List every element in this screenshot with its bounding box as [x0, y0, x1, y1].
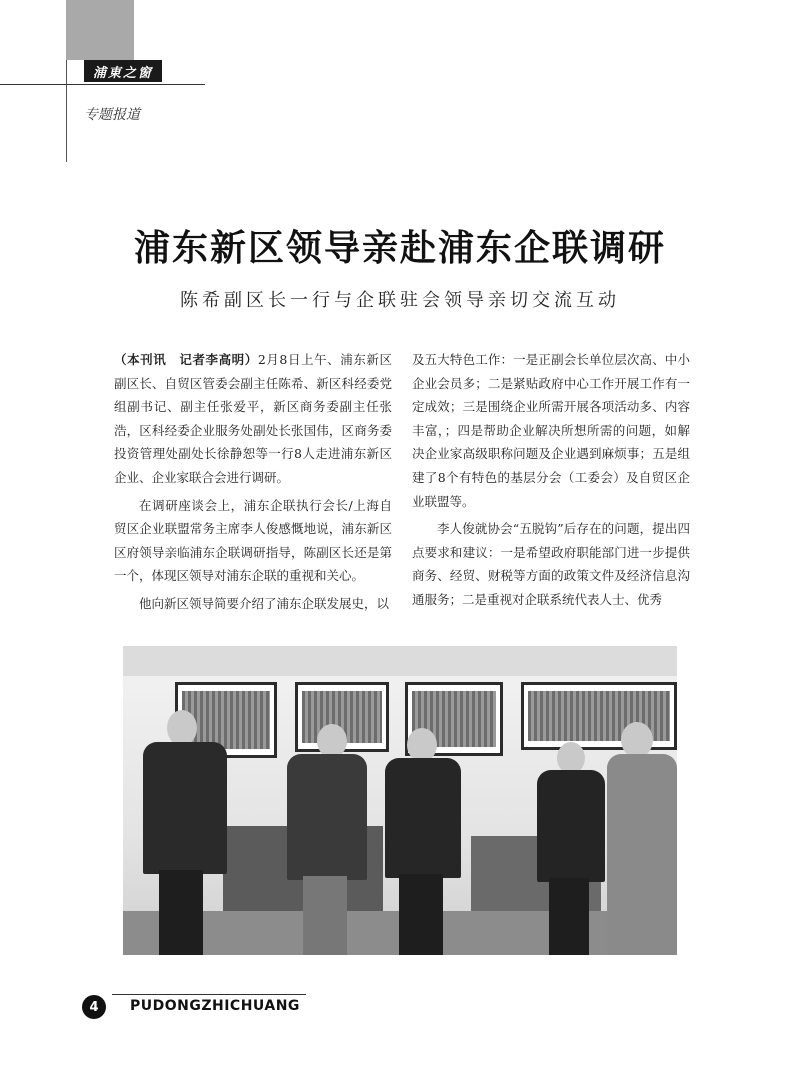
- photo-person: [283, 724, 369, 955]
- section-label: 专题报道: [84, 107, 140, 123]
- photo-wall-trim: [123, 646, 677, 676]
- photo-person: [607, 722, 677, 955]
- footer-magazine-name: PUDONGZHICHUANG: [130, 998, 300, 1014]
- paragraph: 李人俊就协会“五脱钩”后存在的问题，提出四点要求和建议：一是希望政府职能部门进一步提供商务、经贸、财税等方面的政策文件及经济信息沟通服务；二是重视对企联系统代表人士、优秀: [412, 521, 690, 607]
- paragraph: 及五大特色工作：一是正副会长单位层次高、中小企业会员多；二是紧贴政府中心工作开展工作有一定成效；三是围绕企业所需开展各项活动多、内容丰富，；四是帮助企业解决所想所需的问题，如解决企业家高级职称问题及企业遇到麻烦事；五是组建了8个有特色的基层分会（工委会）及自贸区企业联盟等。: [412, 352, 690, 509]
- article-title: 浦东新区领导亲赴浦东企联调研: [133, 228, 666, 269]
- dateline: （本刊讯 记者李高明）: [114, 352, 258, 367]
- paragraph: [114, 348, 392, 490]
- paragraph-text: 2月8日上午、浦东新区副区长、自贸区管委会副主任陈希、新区科经委党组副书记、副主任张爱平，新区商务委副主任张浩，区科经委企业服务处副处长张国伟，区商务委投资管理处副处长徐静恕等一行8人走进浦东新区企业、企业家联合会进行调研。: [114, 352, 392, 485]
- paragraph: 在调研座谈会上，浦东企联执行会长/上海自贸区企业联盟常务主席李人俊感慨地说，浦东新区区府领导亲临浦东企联调研指导，陈副区长还是第一个，体现区领导对浦东企联的重视和关心。: [114, 497, 392, 584]
- left-column: [114, 348, 392, 620]
- article-photo: [123, 646, 677, 955]
- photo-person: [383, 728, 463, 955]
- header-gray-tab: [66, 0, 134, 60]
- page-number: 4: [82, 995, 106, 1019]
- header-horizontal-rule: [0, 84, 205, 85]
- right-column: [412, 348, 690, 616]
- paragraph: 他向新区领导简要介绍了浦东企联发展史，以: [139, 595, 390, 611]
- header-vertical-rule: [66, 60, 67, 162]
- article-subtitle: 陈希副区长一行与企联驻会领导亲切交流互动: [180, 290, 620, 311]
- photo-person: [535, 742, 607, 955]
- footer-rule: [112, 994, 306, 995]
- photo-person: [139, 710, 229, 955]
- magazine-logo: 浦東之窗: [84, 60, 162, 82]
